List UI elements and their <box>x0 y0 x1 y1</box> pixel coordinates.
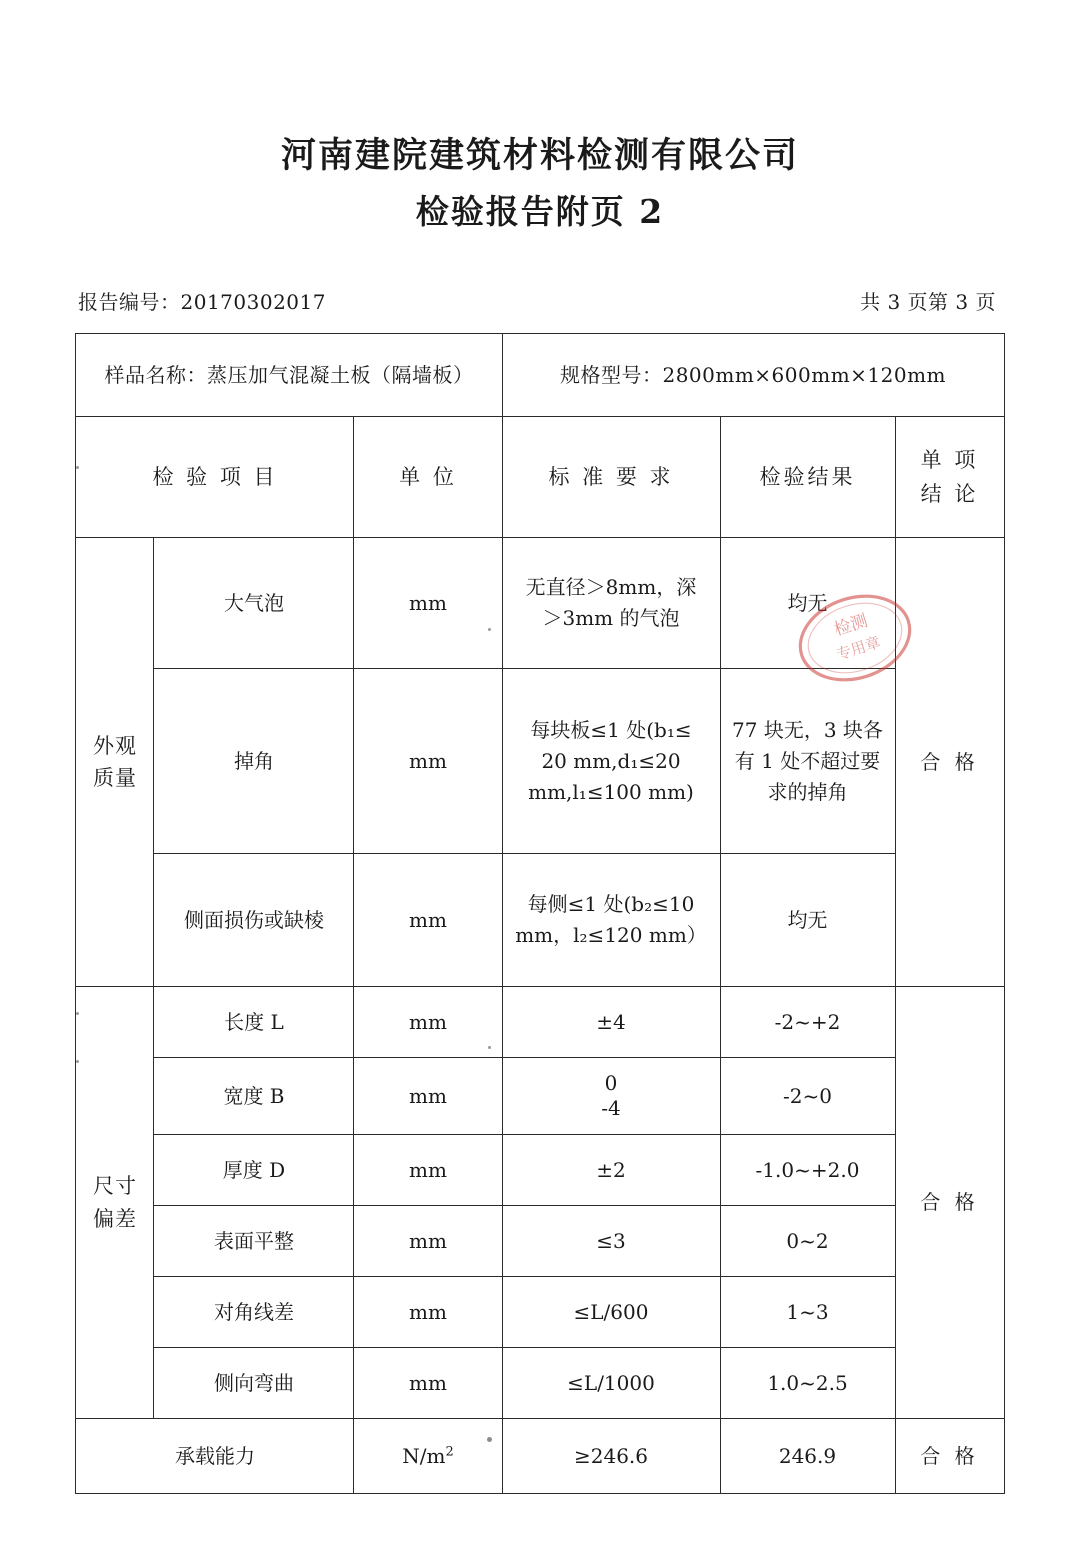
row-result: 0~2 <box>720 1206 895 1277</box>
result-line: 有 1 处不超过要 <box>734 748 881 773</box>
page-title: 检验报告附页 2 <box>415 192 665 232</box>
row-standard: ±4 <box>502 987 720 1058</box>
table-row <box>76 1058 1004 1135</box>
sample-spec-cell <box>502 334 1004 417</box>
result-line: 均无 <box>787 907 828 932</box>
final-unit: $N/m^2$ <box>354 1419 502 1494</box>
column-header-item: 检 验 项 目 <box>76 417 354 538</box>
row-result: -1.0~+2.0 <box>720 1135 895 1206</box>
row-standard: ≤L/600 <box>502 1277 720 1348</box>
title-block <box>0 0 1080 234</box>
group-label-line2: 偏差 <box>92 1206 137 1231</box>
row-unit: mm <box>354 538 502 669</box>
meta-row <box>0 286 1080 315</box>
row-standard <box>502 1058 720 1135</box>
row-item-name: 对角线差 <box>154 1277 354 1348</box>
row-item-name: 侧面损伤或缺棱 <box>154 854 354 987</box>
standard-line: 0 <box>604 1071 618 1096</box>
company-title: 河南建院建筑材料检测有限公司 <box>280 135 799 176</box>
row-item-name: 大气泡 <box>154 538 354 669</box>
report-number-value: 20170302017 <box>180 290 326 315</box>
column-header-conclusion-line2: 结 论 <box>920 482 979 507</box>
table-row-sample <box>76 334 1004 417</box>
table-row <box>76 987 1004 1058</box>
scan-speck <box>76 466 79 469</box>
svg-text:专用章: 专用章 <box>834 632 883 664</box>
table-row <box>76 1206 1004 1277</box>
table-row <box>76 1135 1004 1206</box>
group-label-appearance <box>76 538 154 987</box>
column-header-unit: 单 位 <box>354 417 502 538</box>
row-result: -2~+2 <box>720 987 895 1058</box>
row-item-name: 掉角 <box>154 669 354 854</box>
standard-line: mm，l₂≤120 mm） <box>515 923 707 948</box>
table-row <box>76 538 1004 669</box>
inspection-table <box>75 333 1004 1494</box>
table-row <box>76 1348 1004 1419</box>
row-unit: mm <box>354 669 502 854</box>
table-row-final <box>76 1419 1004 1494</box>
scan-speck <box>76 1060 79 1063</box>
row-item-name: 表面平整 <box>154 1206 354 1277</box>
row-unit: mm <box>354 1277 502 1348</box>
row-unit: mm <box>354 1058 502 1135</box>
final-result: 246.9 <box>720 1419 895 1494</box>
unit-superscript: 2 <box>445 1443 454 1459</box>
sample-spec-value: 2800mm×600mm×120mm <box>662 362 947 387</box>
scan-speck <box>76 1012 79 1015</box>
row-result: 1.0~2.5 <box>720 1348 895 1419</box>
result-line: 求的掉角 <box>767 779 848 804</box>
column-header-standard: 标 准 要 求 <box>502 417 720 538</box>
sample-name-cell <box>76 334 502 417</box>
row-unit: mm <box>354 1206 502 1277</box>
row-standard: ≤L/1000 <box>502 1348 720 1419</box>
group-conclusion-dimension: 合 格 <box>895 987 1004 1419</box>
row-result <box>720 669 895 854</box>
group-conclusion-appearance: 合 格 <box>895 538 1004 987</box>
standard-line: 20 mm,d₁≤20 <box>541 748 681 773</box>
final-standard: ≥246.6 <box>502 1419 720 1494</box>
report-number <box>78 286 326 315</box>
group-label-line2: 质量 <box>92 766 137 791</box>
row-result: 1~3 <box>720 1277 895 1348</box>
table-header-row <box>76 417 1004 538</box>
standard-line: -4 <box>601 1096 621 1121</box>
table-row <box>76 1277 1004 1348</box>
row-unit: mm <box>354 854 502 987</box>
row-standard <box>502 538 720 669</box>
table-row <box>76 669 1004 854</box>
column-header-result: 检验结果 <box>720 417 895 538</box>
row-standard <box>502 854 720 987</box>
result-line: 均无 <box>787 590 828 615</box>
group-label-line1: 尺寸 <box>92 1174 137 1199</box>
sample-spec-label: 规格型号： <box>559 362 663 387</box>
report-number-label: 报告编号： <box>78 290 181 315</box>
standard-line: mm,l₁≤100 mm) <box>528 779 694 804</box>
standard-line: 每侧≤1 处(b₂≤10 <box>527 892 695 917</box>
group-label-dimension <box>76 987 154 1419</box>
row-result <box>720 854 895 987</box>
group-label-line1: 外观 <box>92 733 137 758</box>
row-unit: mm <box>354 1348 502 1419</box>
result-line: 77 块无，3 块各 <box>732 717 883 742</box>
table-row <box>76 854 1004 987</box>
row-standard <box>502 669 720 854</box>
standard-line: ＞3mm 的气泡 <box>542 606 680 631</box>
scan-speck <box>488 1046 491 1049</box>
row-result: -2~0 <box>720 1058 895 1135</box>
sample-name-value: 蒸压加气混凝土板（隔墙板） <box>206 362 474 387</box>
standard-line: 无直径＞8mm，深 <box>525 575 697 600</box>
footer-speck <box>487 1437 492 1442</box>
row-item-name: 侧向弯曲 <box>154 1348 354 1419</box>
row-item-name: 长度 L <box>154 987 354 1058</box>
svg-text:检测: 检测 <box>831 610 871 641</box>
row-item-name: 宽度 B <box>154 1058 354 1135</box>
row-unit: mm <box>354 987 502 1058</box>
row-unit: mm <box>354 1135 502 1206</box>
final-item-name: 承载能力 <box>76 1419 354 1494</box>
standard-line: 每块板≤1 处(b₁≤ <box>530 717 692 742</box>
row-item-name: 厚度 D <box>154 1135 354 1206</box>
page-count: 共 3 页第 3 页 <box>860 290 996 315</box>
column-header-conclusion <box>895 417 1004 538</box>
row-result <box>720 538 895 669</box>
sample-name-label: 样品名称： <box>104 362 207 387</box>
row-standard: ≤3 <box>502 1206 720 1277</box>
column-header-conclusion-line1: 单 项 <box>920 447 979 472</box>
scan-speck <box>488 628 491 631</box>
row-standard: ±2 <box>502 1135 720 1206</box>
final-conclusion: 合 格 <box>895 1419 1004 1494</box>
